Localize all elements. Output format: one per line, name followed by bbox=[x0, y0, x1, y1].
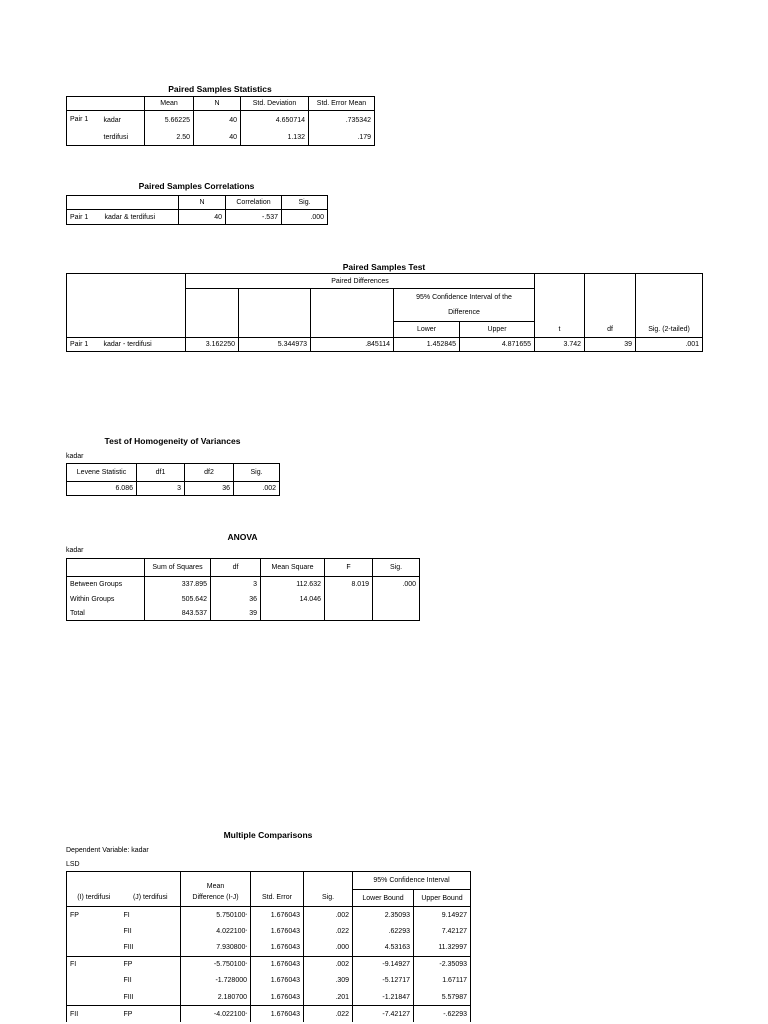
row-j-label: FP bbox=[121, 1006, 181, 1023]
anova-title: ANOVA bbox=[227, 532, 258, 542]
table-row bbox=[67, 940, 471, 957]
table-row bbox=[67, 923, 471, 940]
paired-samples-statistics-table bbox=[66, 96, 375, 146]
cell-ms: 14.046 bbox=[261, 592, 325, 607]
cell-ms bbox=[261, 607, 325, 621]
header-cell bbox=[585, 274, 636, 322]
cell-std-error: 1.676043 bbox=[251, 989, 304, 1006]
cell-n: 40 bbox=[179, 210, 226, 225]
header-ci-line1: 95% Confidence Interval of the bbox=[416, 294, 512, 301]
header-sig-2tailed: Sig. (2-tailed) bbox=[636, 322, 703, 338]
difference-value: -5.750100 bbox=[213, 961, 246, 968]
significance-marker: * bbox=[245, 911, 247, 917]
cell-correlation: -.537 bbox=[226, 210, 282, 225]
multiple-comparisons-table bbox=[66, 871, 471, 1022]
mc-dependent-variable: Dependent Variable: kadar bbox=[66, 847, 149, 854]
cell-upper-bound: 9.14927 bbox=[414, 907, 471, 924]
cell-upper-bound: 5.57987 bbox=[414, 989, 471, 1006]
cell-sig bbox=[373, 592, 420, 607]
header-std-error: Std. Error bbox=[251, 890, 304, 907]
difference-value: -4.022100 bbox=[213, 1010, 246, 1018]
cell-f bbox=[325, 592, 373, 607]
table-row bbox=[67, 577, 420, 592]
row-j-label: FIII bbox=[121, 940, 181, 957]
table-row bbox=[67, 592, 420, 607]
header-sig: Sig. bbox=[373, 559, 420, 577]
cell-sig: .309 bbox=[304, 973, 353, 990]
table-row bbox=[67, 607, 420, 621]
cell-df: 39 bbox=[211, 607, 261, 621]
table-row bbox=[67, 1006, 471, 1023]
header-cell bbox=[311, 289, 394, 338]
header-paired-differences: Paired Differences bbox=[186, 274, 535, 289]
header-cell bbox=[67, 97, 101, 111]
header-df: df bbox=[211, 559, 261, 577]
cell-upper-bound: 1.67117 bbox=[414, 973, 471, 990]
paired-samples-test-table bbox=[66, 273, 703, 352]
cell-ms: 112.632 bbox=[261, 577, 325, 592]
row-j-label: FP bbox=[121, 956, 181, 973]
header-t: t bbox=[535, 322, 585, 338]
header-df: df bbox=[585, 322, 636, 338]
pair-label: Pair 1 bbox=[67, 210, 102, 225]
multiple-comparisons-title: Multiple Comparisons bbox=[223, 830, 313, 840]
cell-sig: .201 bbox=[304, 989, 353, 1006]
cell-std-error: 1.676043 bbox=[251, 1006, 304, 1023]
cell-sig: .002 bbox=[304, 907, 353, 924]
cell-ss: 337.895 bbox=[145, 577, 211, 592]
header-std-error-mean: Std. Error Mean bbox=[309, 97, 375, 111]
anova-dependent-variable: kadar bbox=[66, 547, 84, 554]
header-ci bbox=[394, 289, 535, 322]
cell-df: 3 bbox=[211, 577, 261, 592]
header-correlation: Correlation bbox=[226, 196, 282, 210]
cell-lower-bound: -1.21847 bbox=[353, 989, 414, 1006]
table-row bbox=[67, 989, 471, 1006]
row-label: Within Groups bbox=[67, 592, 145, 607]
cell-sd: 5.344973 bbox=[239, 338, 311, 352]
cell-upper-bound: -2.35093 bbox=[414, 956, 471, 973]
header-cell bbox=[186, 289, 239, 338]
cell-se: .845114 bbox=[311, 338, 394, 352]
row-i-label: FI bbox=[67, 956, 121, 973]
header-sig: Sig. bbox=[234, 464, 280, 482]
cell-sig: .002 bbox=[304, 956, 353, 973]
cell-se: .735342 bbox=[309, 111, 375, 130]
header-sum-of-squares: Sum of Squares bbox=[145, 559, 211, 577]
difference-value: 5.750100 bbox=[216, 911, 246, 919]
row-j-label: FII bbox=[121, 923, 181, 940]
cell-lower-bound: 4.53163 bbox=[353, 940, 414, 957]
header-upper: Upper bbox=[460, 322, 535, 338]
paired-samples-correlations-title: Paired Samples Correlations bbox=[138, 181, 255, 191]
row-label: kadar & terdifusi bbox=[102, 210, 179, 225]
pair-label: Pair 1 bbox=[67, 338, 101, 352]
cell-lower-bound: -9.14927 bbox=[353, 956, 414, 973]
cell-difference bbox=[181, 956, 251, 973]
row-j-label: FII bbox=[121, 973, 181, 990]
difference-value: 7.930800 bbox=[216, 944, 246, 951]
homogeneity-title: Test of Homogeneity of Variances bbox=[104, 436, 241, 446]
cell-t: 3.742 bbox=[535, 338, 585, 352]
cell-sig: .000 bbox=[304, 940, 353, 957]
cell-std-error: 1.676043 bbox=[251, 940, 304, 957]
difference-value: 2.180700 bbox=[217, 993, 247, 1001]
row-i-label bbox=[67, 973, 121, 990]
cell-difference bbox=[181, 1006, 251, 1023]
table-row bbox=[67, 956, 471, 973]
header-mean-square: Mean Square bbox=[261, 559, 325, 577]
header-cell bbox=[101, 97, 145, 111]
cell-df1: 3 bbox=[137, 482, 185, 496]
cell-lower: 1.452845 bbox=[394, 338, 460, 352]
paired-samples-test-title: Paired Samples Test bbox=[342, 262, 426, 272]
cell-lower-bound: -7.42127 bbox=[353, 1006, 414, 1023]
homogeneity-table bbox=[66, 463, 280, 496]
header-cell bbox=[535, 274, 585, 322]
header-n: N bbox=[179, 196, 226, 210]
header-levene: Levene Statistic bbox=[67, 464, 137, 482]
header-sig: Sig. bbox=[304, 890, 353, 907]
cell-f: 8.019 bbox=[325, 577, 373, 592]
paired-samples-correlations-table bbox=[66, 195, 328, 225]
header-cell bbox=[304, 872, 353, 890]
cell-upper-bound: 7.42127 bbox=[414, 923, 471, 940]
header-cell bbox=[251, 872, 304, 890]
row-i-label: FII bbox=[67, 1006, 121, 1023]
cell-upper: 4.871655 bbox=[460, 338, 535, 352]
row-label: Between Groups bbox=[67, 577, 145, 592]
difference-value: -1.728000 bbox=[215, 977, 247, 985]
difference-value: 4.022100 bbox=[216, 927, 246, 935]
header-cell bbox=[67, 274, 186, 338]
cell-sig: .000 bbox=[373, 577, 420, 592]
header-mean: Mean bbox=[181, 872, 251, 890]
header-cell bbox=[67, 559, 145, 577]
row-label: kadar bbox=[101, 111, 145, 130]
row-j-label: FIII bbox=[121, 989, 181, 1006]
cell-difference bbox=[181, 907, 251, 924]
cell-n: 40 bbox=[194, 111, 241, 130]
row-i-label: FP bbox=[67, 907, 121, 924]
header-lower-bound: Lower Bound bbox=[353, 890, 414, 907]
cell-n: 40 bbox=[194, 130, 241, 146]
cell-sd: 4.650714 bbox=[241, 111, 309, 130]
cell-difference bbox=[181, 973, 251, 990]
cell-ss: 843.537 bbox=[145, 607, 211, 621]
header-j: (J) terdifusi bbox=[121, 890, 181, 907]
row-label: kadar - terdifusi bbox=[101, 338, 186, 352]
header-df1: df1 bbox=[137, 464, 185, 482]
cell-difference bbox=[181, 940, 251, 957]
cell-difference bbox=[181, 989, 251, 1006]
cell-sig: .001 bbox=[636, 338, 703, 352]
header-difference: Difference (I-J) bbox=[181, 890, 251, 907]
row-label: Total bbox=[67, 607, 145, 621]
cell-difference bbox=[181, 923, 251, 940]
cell-df: 39 bbox=[585, 338, 636, 352]
cell-upper-bound: 11.32997 bbox=[414, 940, 471, 957]
header-n: N bbox=[194, 97, 241, 111]
header-cell bbox=[102, 196, 179, 210]
row-label: terdifusi bbox=[101, 130, 145, 146]
header-std-deviation: Std. Deviation bbox=[241, 97, 309, 111]
significance-marker: * bbox=[245, 927, 247, 933]
cell-sig bbox=[373, 607, 420, 621]
cell-se: .179 bbox=[309, 130, 375, 146]
cell-mean: 2.50 bbox=[145, 130, 194, 146]
header-df2: df2 bbox=[185, 464, 234, 482]
cell-std-error: 1.676043 bbox=[251, 956, 304, 973]
pair-label: Pair 1 bbox=[67, 111, 101, 146]
cell-sig: .002 bbox=[234, 482, 280, 496]
header-ci-line2: Difference bbox=[448, 309, 480, 316]
cell-std-error: 1.676043 bbox=[251, 907, 304, 924]
header-cell bbox=[239, 289, 311, 338]
cell-sig: .000 bbox=[282, 210, 328, 225]
cell-df: 36 bbox=[211, 592, 261, 607]
row-i-label bbox=[67, 940, 121, 957]
cell-std-error: 1.676043 bbox=[251, 923, 304, 940]
cell-std-error: 1.676043 bbox=[251, 973, 304, 990]
header-cell bbox=[121, 872, 181, 890]
cell-ss: 505.642 bbox=[145, 592, 211, 607]
anova-table bbox=[66, 558, 420, 621]
significance-marker: * bbox=[245, 1010, 247, 1016]
cell-mean: 3.162250 bbox=[186, 338, 239, 352]
table-row bbox=[67, 907, 471, 924]
header-upper-bound: Upper Bound bbox=[414, 890, 471, 907]
homogeneity-dependent-variable: kadar bbox=[66, 453, 84, 460]
row-j-label: FI bbox=[121, 907, 181, 924]
cell-df2: 36 bbox=[185, 482, 234, 496]
header-i: (I) terdifusi bbox=[67, 890, 121, 907]
cell-mean: 5.66225 bbox=[145, 111, 194, 130]
cell-lower-bound: .62293 bbox=[353, 923, 414, 940]
header-ci: 95% Confidence Interval bbox=[353, 872, 471, 890]
header-cell bbox=[67, 872, 121, 890]
cell-upper-bound: -.62293 bbox=[414, 1006, 471, 1023]
header-lower: Lower bbox=[394, 322, 460, 338]
significance-marker: * bbox=[245, 944, 247, 949]
cell-sig: .022 bbox=[304, 923, 353, 940]
paired-samples-statistics-title: Paired Samples Statistics bbox=[168, 84, 272, 94]
cell-sd: 1.132 bbox=[241, 130, 309, 146]
mc-method: LSD bbox=[66, 861, 80, 868]
cell-f bbox=[325, 607, 373, 621]
header-mean: Mean bbox=[145, 97, 194, 111]
table-row bbox=[67, 973, 471, 990]
cell-levene: 6.086 bbox=[67, 482, 137, 496]
cell-lower-bound: 2.35093 bbox=[353, 907, 414, 924]
header-cell bbox=[636, 274, 703, 322]
header-sig: Sig. bbox=[282, 196, 328, 210]
header-cell bbox=[67, 196, 102, 210]
cell-sig: .022 bbox=[304, 1006, 353, 1023]
row-i-label bbox=[67, 923, 121, 940]
significance-marker: * bbox=[245, 961, 247, 966]
row-i-label bbox=[67, 989, 121, 1006]
cell-lower-bound: -5.12717 bbox=[353, 973, 414, 990]
header-f: F bbox=[325, 559, 373, 577]
